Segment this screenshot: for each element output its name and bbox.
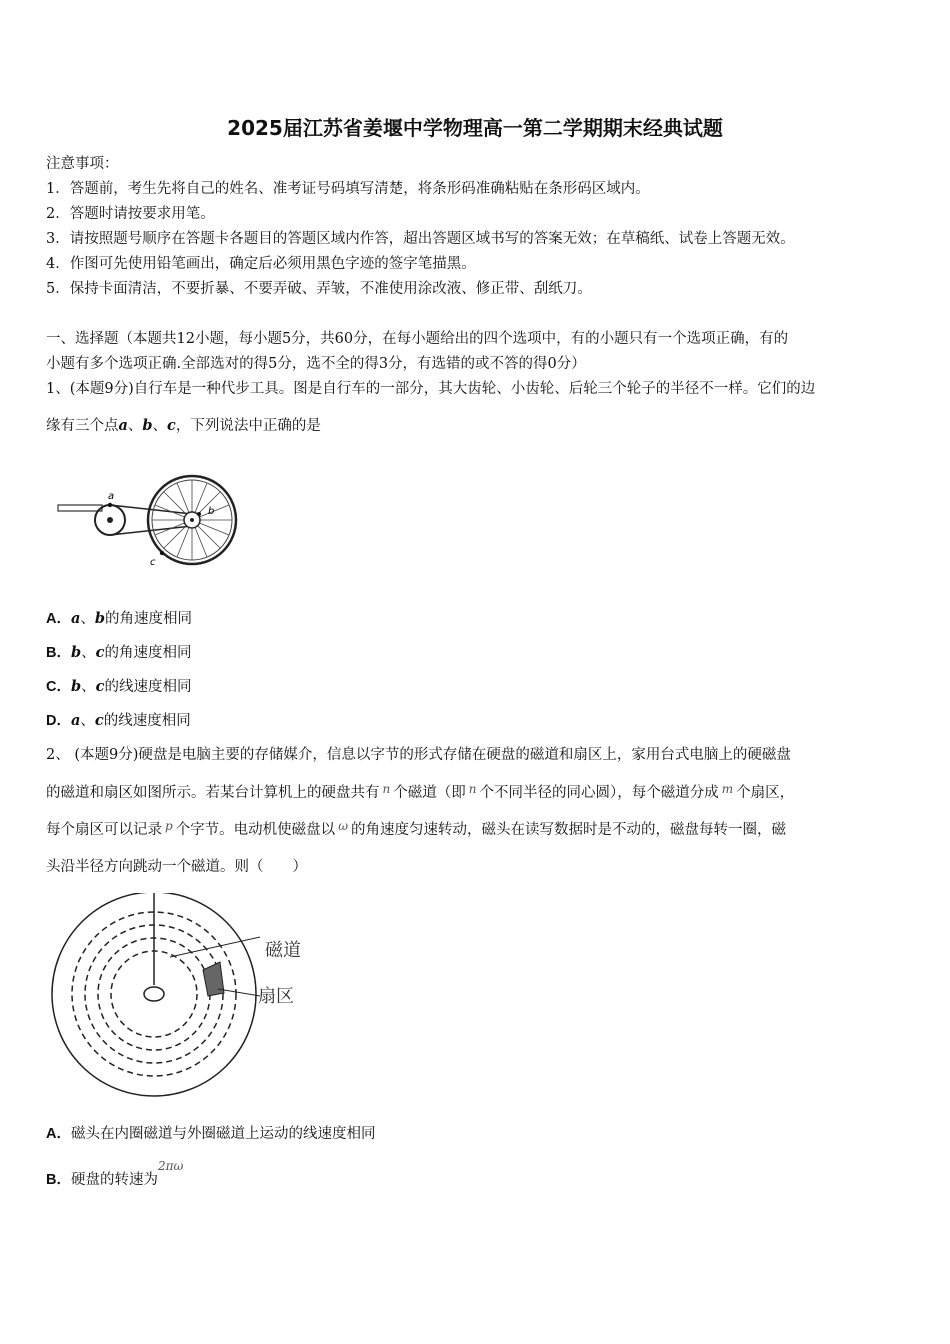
q1-option-a[interactable]: A．a、b的角速度相同	[46, 610, 193, 627]
q1-option-d[interactable]: D．a、c的线速度相同	[46, 712, 191, 729]
hard-disk-figure	[48, 893, 318, 1105]
point-a-label: a	[108, 491, 115, 502]
point-a-dot	[108, 503, 112, 507]
q1-stem-line1: 1、(本题9分)自行车是一种代步工具。图是自行车的一部分，其大齿轮、小齿轮、后轮三个轮子的半径不一样。它们的边	[46, 381, 816, 397]
notice-heading: 注意事项：	[46, 156, 119, 172]
q1-stem-line2: 缘有三个点a、b、c，下列说法中正确的是	[46, 417, 321, 434]
point-b-label: b	[208, 506, 215, 517]
q2-stem-line1: 2、 (本题9分)硬盘是电脑主要的存储媒介，信息以字节的形式存储在硬盘的磁道和扇区上，家用台式电脑上的硬磁盘	[46, 747, 791, 763]
notice-item: 5．保持卡面清洁，不要折暴、不要弄破、弄皱，不准使用涂改液、修正带、刮纸刀。	[46, 281, 592, 297]
section-heading-line1: 一、选择题（本题共12小题，每小题5分，共60分，在每小题给出的四个选项中，有的小题只有一个选项正确，有的	[46, 331, 789, 347]
formula-2pi-omega: 2πω	[157, 1159, 184, 1173]
notice-item: 4．作图可先使用铅笔画出，确定后必须用黑色字迹的签字笔描黑。	[46, 256, 476, 272]
point-c-dot	[160, 551, 164, 555]
notice-item: 1．答题前，考生先将自己的姓名、准考证号码填写清楚，将条形码准确粘贴在条形码区域内。	[46, 181, 650, 197]
notice-item: 3．请按照题号顺序在答题卡各题目的答题区域内作答，超出答题区域书写的答案无效；在草稿纸、试卷上答题无效。	[46, 231, 795, 247]
notice-item: 2．答题时请按要求用笔。	[46, 206, 215, 222]
q2-stem-line4: 头沿半径方向跳动一个磁道。则（ ）	[46, 859, 307, 875]
sector-label: 扇区	[258, 986, 294, 1007]
q1-option-b[interactable]: B．b、c的角速度相同	[46, 644, 192, 661]
bicycle-figure	[52, 470, 252, 575]
pedal-crank	[58, 505, 102, 511]
chainring-hub	[107, 517, 113, 523]
sector-shade	[203, 962, 224, 996]
q2-option-a[interactable]: A．磁头在内圈磁道与外圈磁道上运动的线速度相同	[46, 1126, 376, 1142]
track-label: 磁道	[265, 940, 301, 961]
q2-option-b[interactable]: B．硬盘的转速为$^{2\pi\omega}$	[46, 1159, 184, 1188]
sprocket-hub	[190, 518, 194, 522]
point-c-label: c	[150, 557, 156, 568]
page-title: 2025届江苏省姜堰中学物理高一第二学期期末经典试题	[227, 116, 723, 140]
section-heading-line2: 小题有多个选项正确.全部选对的得5分，选不全的得3分，有选错的或不答的得0分）	[46, 356, 586, 372]
point-b-dot	[197, 512, 201, 516]
q2-stem-line3: 每个扇区可以记录 $^p$ 个字节。电动机使磁盘以 $^\omega$ 的角速度匀速转动，磁头在读写数据时是不动的，磁盘每转一圈，磁	[46, 819, 786, 838]
q1-option-c[interactable]: C．b、c的线速度相同	[46, 678, 192, 695]
spindle	[144, 987, 164, 1001]
q2-stem-line2: 的磁道和扇区如图所示。若某台计算机上的硬盘共有 $^n$ 个磁道（即 $^n$ 个不同半径的同心圆），每个磁道分成 $^m$ 个扇区，	[46, 782, 795, 801]
